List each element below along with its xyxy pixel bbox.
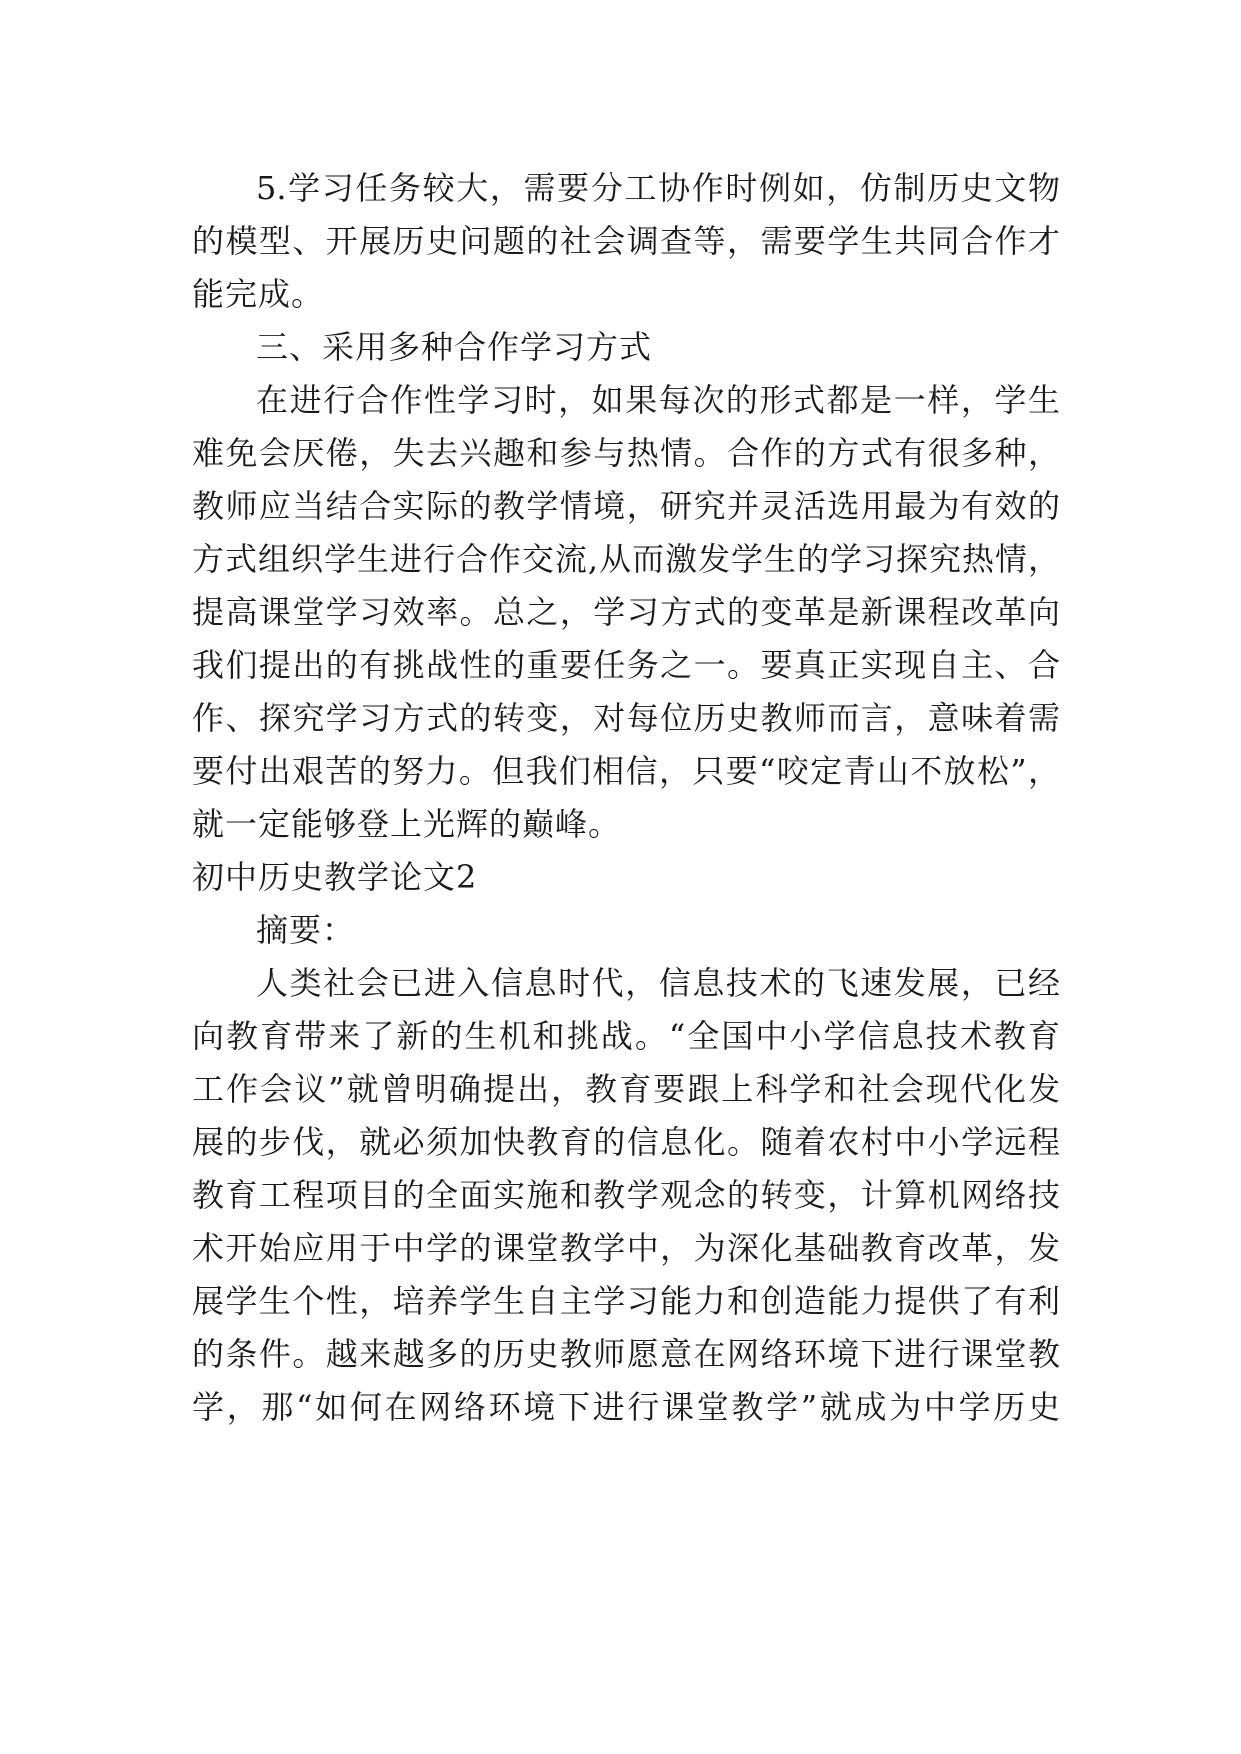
document-title: 初中历史教学论文2 bbox=[192, 858, 478, 896]
paragraph-line: 展的步伐，就必须加快教育的信息化。随着农村中小学远程 bbox=[192, 1123, 1060, 1161]
paragraph-line: 术开始应用于中学的课堂教学中，为深化基础教育改革，发 bbox=[192, 1229, 1060, 1267]
paragraph-line: 工作会议”就曾明确提出，教育要跟上科学和社会现代化发 bbox=[192, 1070, 1060, 1108]
paragraph-line: 教育工程项目的全面实施和教学观念的转变，计算机网络技 bbox=[192, 1176, 1060, 1214]
paragraph-line: 方式组织学生进行合作交流,从而激发学生的学习探究热情， bbox=[192, 540, 1060, 578]
paragraph-line: 展学生个性，培养学生自主学习能力和创造能力提供了有利 bbox=[192, 1282, 1060, 1320]
paragraph-line: 能完成。 bbox=[192, 275, 325, 313]
abstract-label: 摘要： bbox=[256, 911, 356, 949]
paragraph-line: 教师应当结合实际的教学情境，研究并灵活选用最为有效的 bbox=[192, 487, 1060, 525]
paragraph-line: 在进行合作性学习时，如果每次的形式都是一样，学生 bbox=[256, 381, 1060, 419]
paragraph-line: 学，那“如何在网络环境下进行课堂教学”就成为中学历史 bbox=[192, 1388, 1060, 1426]
paragraph-line: 作、探究学习方式的转变，对每位历史教师而言，意味着需 bbox=[192, 699, 1060, 737]
paragraph-line: 的条件。越来越多的历史教师愿意在网络环境下进行课堂教 bbox=[192, 1335, 1060, 1373]
paragraph-line: 的模型、开展历史问题的社会调查等，需要学生共同合作才 bbox=[192, 222, 1060, 260]
paragraph-line: 人类社会已进入信息时代，信息技术的飞速发展，已经 bbox=[256, 964, 1060, 1002]
paragraph-line: 向教育带来了新的生机和挑战。“全国中小学信息技术教育 bbox=[192, 1017, 1060, 1055]
paragraph-line: 5.学习任务较大，需要分工协作时例如，仿制历史文物 bbox=[256, 169, 1060, 207]
paragraph-line: 提高课堂学习效率。总之，学习方式的变革是新课程改革向 bbox=[192, 593, 1060, 631]
paragraph-line: 我们提出的有挑战性的重要任务之一。要真正实现自主、合 bbox=[192, 646, 1060, 684]
section-heading: 三、采用多种合作学习方式 bbox=[256, 328, 653, 366]
paragraph-line: 难免会厌倦，失去兴趣和参与热情。合作的方式有很多种， bbox=[192, 434, 1060, 472]
paragraph-line: 要付出艰苦的努力。但我们相信，只要“咬定青山不放松”， bbox=[192, 752, 1060, 790]
paragraph-line: 就一定能够登上光辉的巅峰。 bbox=[192, 805, 622, 843]
